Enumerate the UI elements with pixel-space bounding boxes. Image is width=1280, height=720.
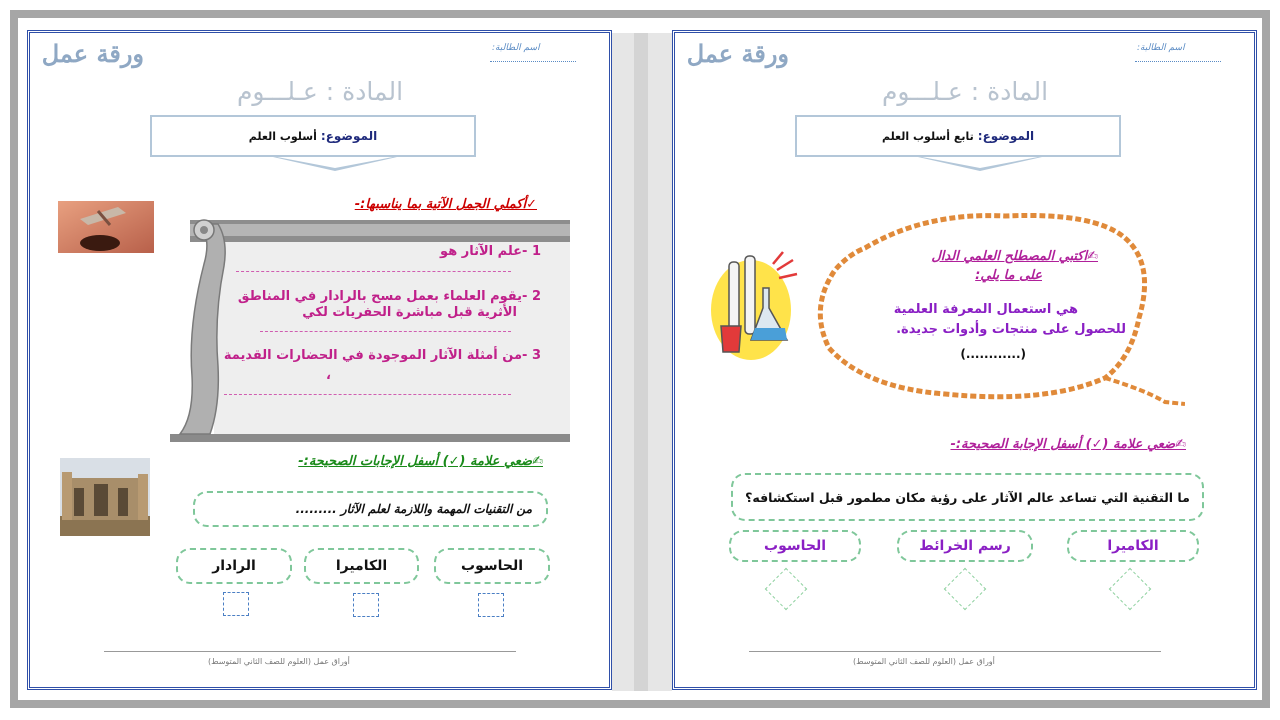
footer-line — [749, 651, 1161, 652]
option-computer[interactable]: الحاسوب — [434, 548, 550, 584]
scroll-item-2-text-line2: الأثرية قبل مباشرة الحفريات لكي — [302, 305, 517, 320]
definition-line-2: للحصول على منتجات وأدوات جديدة. — [896, 322, 1126, 337]
option-mapping[interactable]: رسم الخرائط — [897, 530, 1033, 562]
footer-text: أوراق عمل (العلوم للصف الثاني المتوسط) — [853, 657, 995, 666]
sheet-title: ورقة عمل — [686, 39, 789, 68]
answer-blank[interactable]: (............) — [960, 347, 1026, 361]
page-gutter — [612, 33, 672, 691]
scroll-item-3-text: 3 -من أمثلة الآثار الموجودة في الحضارات القديمة — [223, 348, 541, 363]
topic-label: الموضوع: — [320, 129, 378, 143]
question-text: من التقنيات المهمة واللازمة لعلم الآثار ......... — [295, 502, 532, 516]
answer-line-1[interactable] — [236, 271, 511, 272]
topic-box — [150, 115, 476, 157]
topic-value: أسلوب العلم — [248, 129, 317, 143]
gutter-strip — [634, 33, 648, 691]
question-box — [193, 491, 548, 527]
worksheet-page-right — [672, 30, 1257, 690]
answer-diamond-camera[interactable] — [1109, 568, 1151, 610]
definition-line-1: هي استعمال المعرفة العلمية — [893, 302, 1078, 317]
answer-line-3[interactable] — [224, 394, 511, 395]
topic-value: تابع أسلوب العلم — [881, 129, 974, 143]
footer-line — [104, 651, 516, 652]
student-name-label: اسم الطالبة: — [1137, 43, 1185, 53]
answer-box-camera[interactable] — [353, 593, 379, 617]
section-title-complete: ✓أكملي الجمل الآتية بما يناسبها:- — [354, 197, 537, 212]
topic-label: الموضوع: — [977, 129, 1035, 143]
subject-line: المادة : عـلـــوم — [881, 77, 1049, 106]
answer-line-2[interactable] — [260, 331, 511, 332]
scroll-item-3-text-line2: ، — [326, 368, 331, 383]
lab-glassware-image — [711, 248, 801, 363]
scroll-item-1-text: 1 -علم الآثار هو — [440, 244, 541, 259]
scroll-item-2-text: 2 -يقوم العلماء بعمل مسح بالرادار في المناطق — [237, 289, 541, 304]
question-box — [731, 473, 1204, 521]
excavation-image — [58, 201, 154, 253]
worksheet-page-left — [27, 30, 612, 690]
topic-arrow-inner — [922, 157, 1038, 168]
student-name-label: اسم الطالبة: — [492, 43, 540, 53]
student-name-line — [490, 61, 576, 62]
answer-diamond-mapping[interactable] — [944, 568, 986, 610]
ruins-image — [60, 458, 150, 536]
topic-box — [795, 115, 1121, 157]
section-title-choose: ✍ضعي علامة (✓) أسفل الإجابة الصحيحة:- — [950, 437, 1186, 452]
sheet-title: ورقة عمل — [41, 39, 144, 68]
answer-box-computer[interactable] — [478, 593, 504, 617]
answer-box-radar[interactable] — [223, 592, 249, 616]
subject-line: المادة : عـلـــوم — [236, 77, 404, 106]
section-title-choose: ✍ضعي علامة (✓) أسفل الإجابات الصحيحة:- — [298, 454, 543, 469]
option-radar[interactable]: الرادار — [176, 548, 292, 584]
option-computer[interactable]: الحاسوب — [729, 530, 861, 562]
topic-arrow-inner — [277, 157, 393, 168]
question-text: ما التقنية التي تساعد عالم الآثار على رؤية مكان مطمور قبل استكشافه؟ — [745, 489, 1190, 505]
student-name-line — [1135, 61, 1221, 62]
rope-title-line1: ✍اكتبي المصطلح العلمي الدال — [931, 249, 1098, 264]
option-camera[interactable]: الكاميرا — [1067, 530, 1199, 562]
answer-diamond-computer[interactable] — [765, 568, 807, 610]
rope-title-line2: على ما يلي: — [975, 268, 1042, 283]
footer-text: أوراق عمل (العلوم للصف الثاني المتوسط) — [208, 657, 350, 666]
option-camera[interactable]: الكاميرا — [304, 548, 419, 584]
